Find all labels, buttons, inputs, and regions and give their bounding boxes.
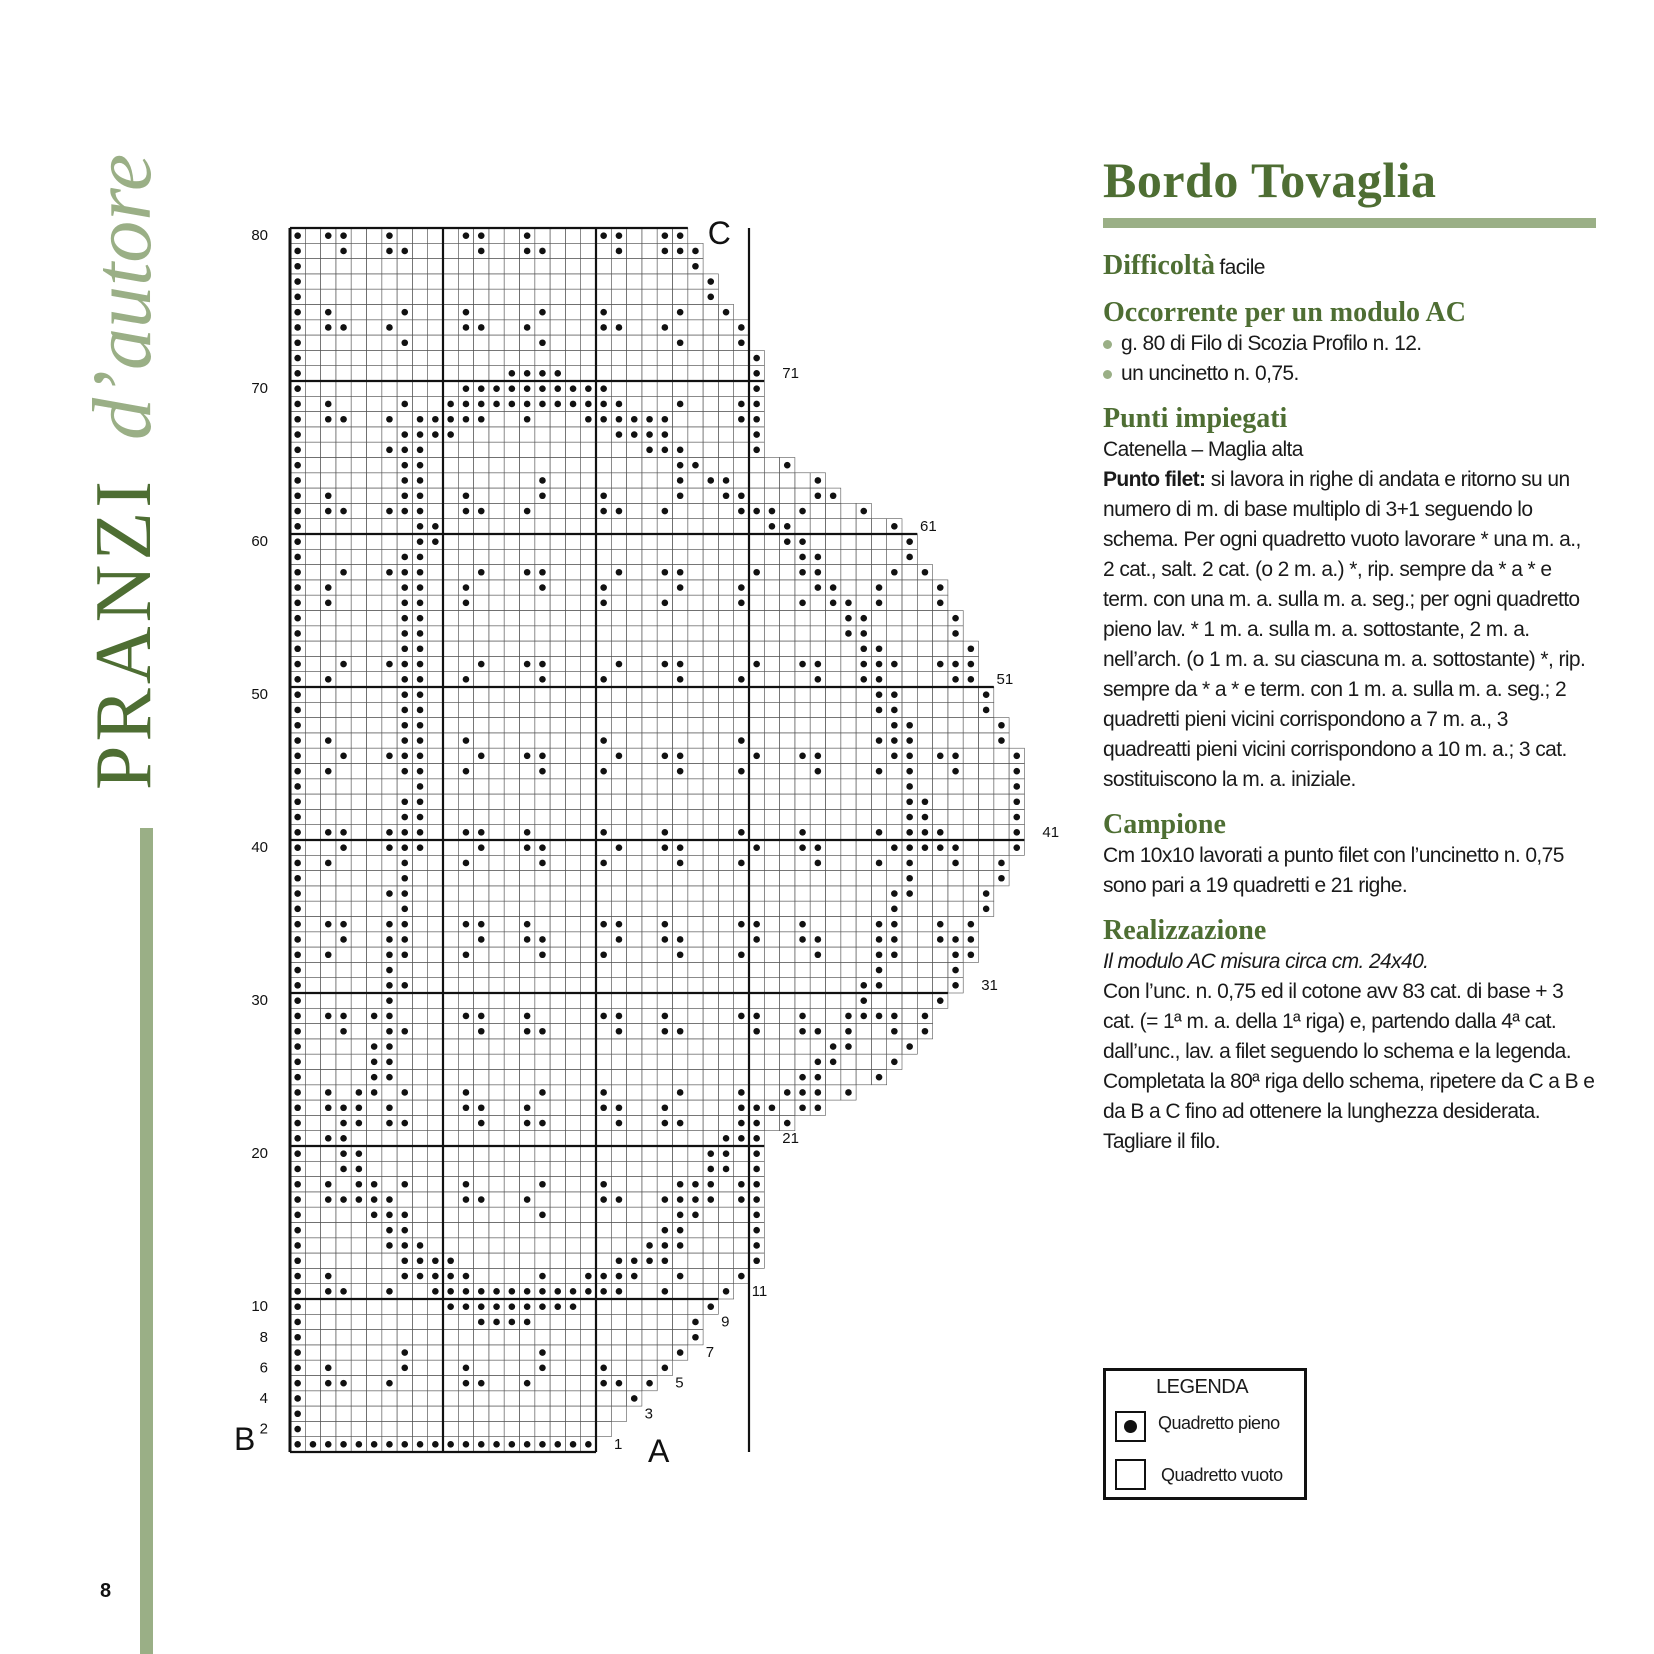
empty-square-icon: [1115, 1459, 1146, 1490]
materials-item: [1103, 359, 1596, 389]
title-main: PRANZI: [80, 477, 168, 790]
row-label-left: 4: [259, 1390, 268, 1408]
row-label-right: 41: [1042, 823, 1060, 841]
stitches-heading: Punti impiegati: [1103, 403, 1288, 434]
corner-label-b: B: [234, 1421, 256, 1457]
row-label-right: 9: [721, 1313, 730, 1331]
difficulty-value: facile: [1219, 256, 1265, 279]
realization-text: Con l’unc. n. 0,75 ed il cotone avv 83 cat. di base + 3 cat. (= 1ª m. a. della 1ª riga) e, partendo dalla 4ª cat. dall’unc., lav. a filet seguendo lo schema e la legenda. Completata la 80ª riga dello schema, ripetere da C a B e da B a C fino ad ottenere la lunghezza desiderata. Tagliare il filo.: [1103, 980, 1595, 1153]
vertical-title: [0, 0, 180, 850]
row-label-right: 7: [705, 1344, 715, 1362]
difficulty: [1103, 250, 1596, 283]
row-label-right: 61: [920, 517, 937, 535]
row-label-left: 20: [251, 1145, 268, 1163]
title-rule: [1103, 218, 1596, 228]
page-number: 8: [100, 1580, 112, 1602]
sample-section: [1103, 809, 1596, 901]
row-label-left: 10: [251, 1298, 268, 1316]
row-label-right: 1: [614, 1435, 623, 1453]
row-label-right: 11: [751, 1282, 768, 1300]
legend-full-label: Quadretto pieno: [1158, 1413, 1280, 1433]
row-label-left: 6: [259, 1359, 268, 1377]
materials-item-text: g. 80 di Filo di Scozia Profilo n. 12.: [1121, 332, 1422, 355]
realization-italic: Il modulo AC misura circa cm. 24x40.: [1103, 950, 1429, 973]
row-label-left: 40: [251, 839, 268, 857]
legend-box: [1103, 1368, 1307, 1500]
filet-description: [1103, 465, 1596, 795]
row-label-right: 3: [644, 1405, 653, 1423]
sample-heading: Campione: [1103, 809, 1226, 840]
difficulty-label: Difficoltà: [1103, 250, 1215, 281]
legend-title: LEGENDA: [1156, 1376, 1249, 1398]
row-label-left: 2: [259, 1420, 268, 1438]
row-label-right: 21: [782, 1129, 799, 1147]
sample-text: Cm 10x10 lavorati a punto filet con l’uncinetto n. 0,75 sono pari a 19 quadretti e 21 righe.: [1103, 844, 1564, 897]
materials-heading: Occorrente per un modulo AC: [1103, 297, 1466, 328]
side-accent-bar: [140, 828, 153, 1654]
instructions-column: [1103, 150, 1596, 1157]
row-label-left: 30: [251, 992, 268, 1010]
row-label-right: 71: [782, 364, 799, 382]
row-label-right: 5: [675, 1374, 684, 1392]
row-label-left: 70: [251, 380, 268, 398]
materials-item: [1103, 329, 1596, 359]
stitches-section: [1103, 403, 1596, 795]
row-label-left: 8: [259, 1328, 268, 1346]
title-script: d’autore: [76, 153, 169, 440]
article-title: Bordo Tovaglia: [1103, 152, 1437, 208]
filet-text: si lavora in righe di andata e ritorno su un numero di m. di base multiplo di 3+1 seguendo lo schema. Per ogni quadretto vuoto lavorare * una m. a., 2 cat., salt. 2 cat. (o 2 m. a.) *, rip. sempre da * a * e term. con una m. a. sulla m. a. seg.; per ogni quadretto pieno lav. * 1 m. a. sulla m. a. sottostante, 2 m. a. nell’arch. (o 1 m. a. su ciascuna m. a. sottostante) *, rip. sempre da * a * e term. con 1 m. a. sulla m. a. seg.; 2 quadretti pieni vicini corrispondono a 7 m. a., 3 quadreatti pieni vicini corrispondono a 10 m. a.; 3 cat. sostituiscono la m. a. iniziale.: [1103, 468, 1586, 791]
bullet-icon: [1103, 370, 1112, 379]
realization-heading: Realizzazione: [1103, 915, 1267, 946]
filet-chart: [210, 210, 1090, 1485]
row-label-right: 51: [996, 670, 1014, 688]
stitches-list: Catenella – Maglia alta: [1103, 438, 1303, 461]
bullet-icon: [1103, 340, 1112, 349]
materials-section: [1103, 297, 1596, 389]
row-label-left: 50: [251, 686, 268, 704]
row-label-right: 31: [981, 976, 998, 994]
materials-item-text: un uncinetto n. 0,75.: [1121, 362, 1299, 385]
corner-label-a: A: [648, 1433, 670, 1469]
filet-label: Punto filet:: [1103, 468, 1206, 491]
row-label-left: 60: [251, 533, 268, 551]
realization-section: [1103, 915, 1596, 1157]
row-label-left: 80: [251, 227, 268, 245]
corner-label-c: C: [707, 215, 731, 251]
filled-square-icon: [1115, 1411, 1146, 1442]
legend-empty-label: Quadretto vuoto: [1161, 1465, 1283, 1485]
